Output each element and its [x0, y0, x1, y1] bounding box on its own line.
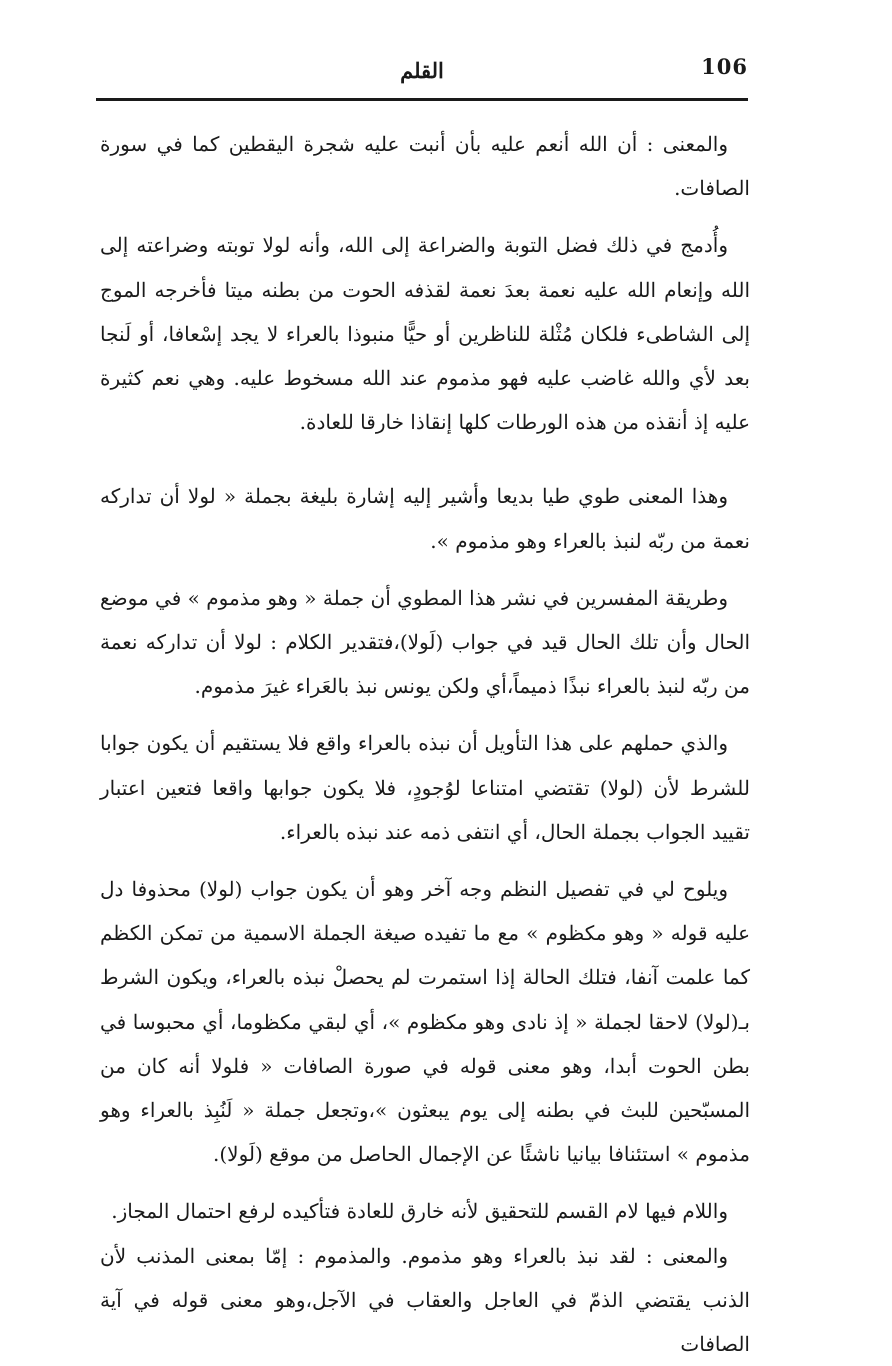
paragraph-6: ويلوح لي في تفصيل النظم وجه آخر وهو أن يكون جواب (لولا) محذوفا دل عليه قوله « وهو مكظوم » مع ما تفيده صيغة الجملة الاسمية من تمكن الكظم كما علمت آنفا، فتلك الحالة إذا استمرت لم يحصلْ نبذه بالعراء، ويكون الشرط بـ(لولا) لاحقا لجملة « إذ نادى وهو مكظوم »، أي لبقي مكظوما، أي محبوسا في بطن الحوت أبدا، وهو معنى قوله في صورة الصافات « فلولا أنه كان من المسبّحين للبث في بطنه إلى يوم يبعثون »،وتجعل جملة « لَنُبِذ بالعراء وهو مذموم » استئنافا بيانيا ناشئًا عن الإجمال الحاصل من موقع (لَولا).	[100, 877, 750, 1167]
page-number: 106	[701, 54, 748, 79]
paragraph-3: وهذا المعنى طوي طيا بديعا وأشير إليه إشارة بليغة بجملة « لولا أن تداركه نعمة من ربّه لنبذ بالعراء وهو مذموم ».	[100, 484, 750, 553]
paragraph-2: وأُدمج في ذلك فضل التوبة والضراعة إلى الله، وأنه لولا توبته وضراعته إلى الله وإنعام الله عليه نعمة بعدَ نعمة لقذفه الحوت من بطنه ميتا فأخرجه الموج إلى الشاطىء فلكان مُثْلة للناظرين أو حيًّا منبوذا بالعراء لا يجد إسْعافا، أو لَنجا بعد لأي والله غاضب عليه فهو مذموم عند الله مسخوط عليه. وهي نعم كثيرة عليه إذ أنقذه من هذه الورطات كلها إنقاذا خارقا للعادة.	[100, 233, 750, 435]
page-body	[100, 122, 750, 1366]
paragraph-7: واللام فيها لام القسم للتحقيق لأنه خارق للعادة فتأكيده لرفع احتمال المجاز.	[111, 1199, 728, 1224]
paragraph-8: والمعنى : لقد نبذ بالعراء وهو مذموم. والمذموم : إمّا بمعنى المذنب لأن الذنب يقتضي الذمّ في العاجل والعقاب في الآجل،وهو معنى قوله في آية الصافات	[100, 1243, 750, 1357]
paragraph-1: والمعنى : أن الله أنعم عليه بأن أنبت عليه شجرة اليقطين كما في سورة الصافات.	[100, 132, 750, 201]
running-title: القلم	[400, 58, 444, 83]
paragraph-4: وطريقة المفسرين في نشر هذا المطوي أن جملة « وهو مذموم » في موضع الحال وأن تلك الحال قيد في جواب (لَولا)،فتقدير الكلام : لولا أن تداركه نعمة من ربّه لنبذ بالعراء نبذًا ذميماً،أي ولكن يونس نبذ بالعَراء غيرَ مذموم.	[100, 585, 750, 699]
page-header	[96, 50, 748, 101]
paragraph-5: والذي حملهم على هذا التأويل أن نبذه بالعراء واقع فلا يستقيم أن يكون جوابا للشرط لأن (لولا) تقتضي امتناعا لوُجودٍ، فلا يكون جوابها واقعا فتعين اعتبار تقييد الجواب بجملة الحال، أي انتفى ذمه عند نبذه بالعراء.	[100, 731, 750, 844]
